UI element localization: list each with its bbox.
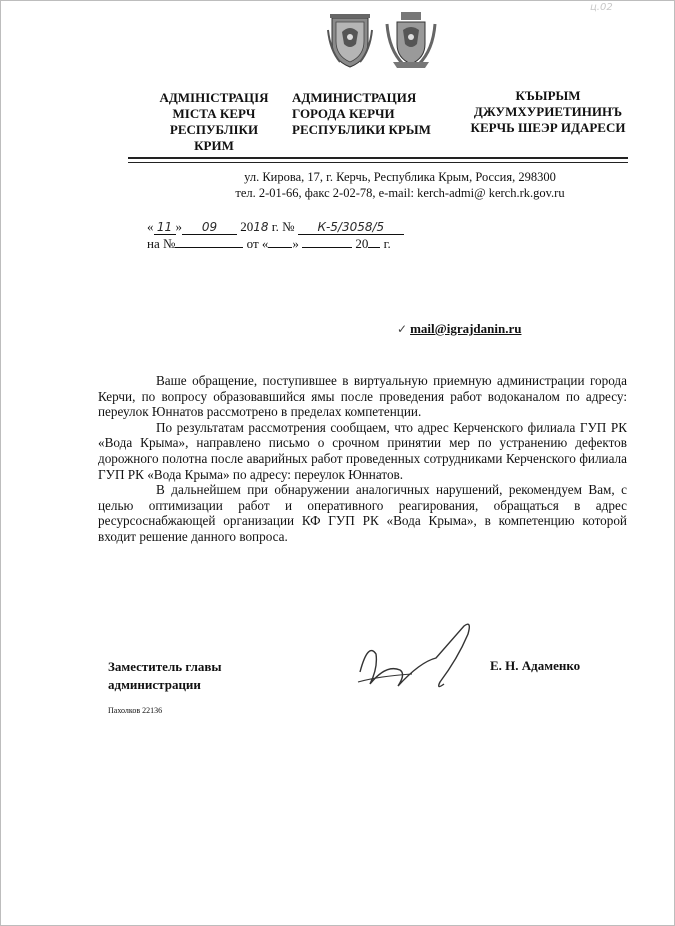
ref-month: 09 [182,221,237,235]
signatory-name: Е. Н. Адаменко [490,658,581,673]
body-paragraph: В дальнейшем при обнаружении аналогичных нарушений, рекомендуем Вам, с целью оптимизации работ и оперативного реагирования, обращаться в адрес ресурсоснабжающей организации КФ ГУП РК «Вода Крыма», в компетенцию которой входит решение данного вопроса. [98,482,627,544]
signatory-title: Заместитель главы администрации [108,659,222,692]
crimea-coat-of-arms-icon [326,10,374,70]
address-line: ул. Кирова, 17, г. Керчь, Республика Крым, Россия, 298300 [244,170,556,184]
header-crimean-tatar: КЪЫРЫМ ДЖУМХУРИЕТИНИНЪ КЕРЧЬ ШЕЭР ИДАРЕСИ [470,88,626,135]
signature-mark [340,612,490,712]
checkmark-icon: ✓ [397,322,408,336]
recipient [397,321,521,337]
executor-note: Пахолков 22136 [108,706,163,715]
body-paragraph: По результатам рассмотрения сообщаем, что адрес Керченского филиала ГУП РК «Вода Крыма», направлено письмо о срочном принятии мер по устранению дефектов дорожного полотна после аварийных работ проведенных сотрудниками Керченского филиала ГУП РК «Вода Крыма» по адресу: переулок Юннатов. [98,419,627,482]
ref-number: К-5/3058/5 [298,221,404,235]
body-paragraph: Ваше обращение, поступившее в виртуальную приемную администрации города Керчи, по вопросу образовавшийся ямы после проведения работ водоканалом по адресу: переулок Юннатов рассмотрено в пределах компетенции. [98,373,627,420]
letter-body [98,373,627,545]
header-russian: АДМИНИСТРАЦИЯ ГОРОДА КЕРЧИ РЕСПУБЛИКИ КРЫМ [292,90,431,137]
contacts-line: тел. 2-01-66, факс 2-02-78, e-mail: kerch-admi@ kerch.rk.gov.ru [235,186,565,200]
kerch-coat-of-arms-icon [383,10,439,70]
ref-day: 11 [154,221,176,235]
address-block [200,169,600,201]
corner-note: ц.02 [590,2,613,13]
header-ukrainian: АДМІНІСТРАЦІЯ МІСТА КЕРЧ РЕСПУБЛІКИ КРИМ [159,90,269,153]
header-divider-thick [128,157,628,159]
header-divider-thin [128,162,628,163]
incoming-reference: на № от « » 20 г. [147,236,391,251]
ref-year: 18 [253,220,269,234]
outgoing-reference: « 11 » 09 2018 г. № К-5/3058/5 [147,219,404,235]
recipient-email: mail@igrajdanin.ru [410,321,522,336]
